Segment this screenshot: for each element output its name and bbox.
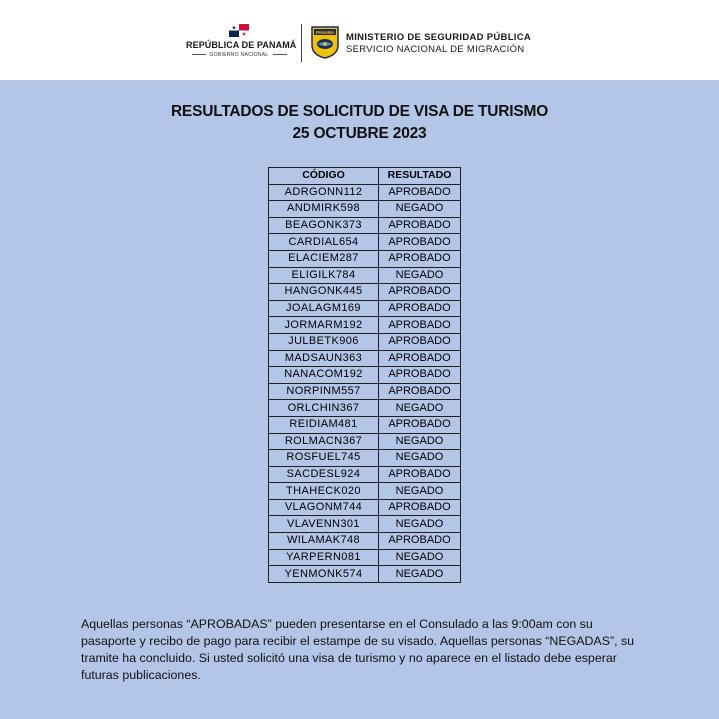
- ministry-name: MINISTERIO DE SEGURIDAD PÚBLICA: [346, 32, 532, 43]
- table-row: [269, 367, 461, 384]
- result-cell: NEGADO: [379, 549, 461, 566]
- migration-seal-icon: [310, 25, 340, 59]
- code-cell: JORMARM192: [269, 317, 379, 334]
- code-cell: JULBETK906: [269, 333, 379, 350]
- table-row: [269, 300, 461, 317]
- table-row: [269, 566, 461, 583]
- result-cell: NEGADO: [379, 433, 461, 450]
- code-cell: VLAVENN301: [269, 516, 379, 533]
- code-cell: SACDESL924: [269, 466, 379, 483]
- result-cell: NEGADO: [379, 450, 461, 467]
- table-row: [269, 201, 461, 218]
- table-row: [269, 234, 461, 251]
- result-cell: APROBADO: [379, 300, 461, 317]
- page-date: 25 OCTUBRE 2023: [292, 125, 427, 142]
- republic-logo: [186, 24, 297, 58]
- code-cell: REIDIAM481: [269, 416, 379, 433]
- table-row: [269, 383, 461, 400]
- code-cell: THAHECK020: [269, 483, 379, 500]
- table-row: [269, 516, 461, 533]
- table-row: [269, 267, 461, 284]
- page-title: RESULTADOS DE SOLICITUD DE VISA DE TURISMO: [170, 103, 549, 120]
- table-row: [269, 350, 461, 367]
- table-row: [269, 533, 461, 550]
- table-row: [269, 450, 461, 467]
- column-header-code: CÓDIGO: [269, 168, 379, 185]
- result-cell: APROBADO: [379, 367, 461, 384]
- table-row: [269, 466, 461, 483]
- code-cell: ORLCHIN367: [269, 400, 379, 417]
- table-row: [269, 400, 461, 417]
- code-cell: VLAGONM744: [269, 499, 379, 516]
- table-row: [269, 184, 461, 201]
- code-cell: ELACIEM287: [269, 250, 379, 267]
- code-cell: YENMONK574: [269, 566, 379, 583]
- result-cell: APROBADO: [379, 184, 461, 201]
- table-row: [269, 483, 461, 500]
- table-row: [269, 217, 461, 234]
- table-row: [269, 433, 461, 450]
- code-cell: NORPINM557: [269, 383, 379, 400]
- code-cell: JOALAGM169: [269, 300, 379, 317]
- ministry-block: [346, 32, 531, 55]
- code-cell: BEAGONK373: [269, 217, 379, 234]
- result-cell: NEGADO: [379, 400, 461, 417]
- result-cell: NEGADO: [379, 483, 461, 500]
- table-row: [269, 250, 461, 267]
- result-cell: APROBADO: [379, 234, 461, 251]
- result-cell: NEGADO: [379, 201, 461, 218]
- code-cell: MADSAUN363: [269, 350, 379, 367]
- result-cell: APROBADO: [379, 217, 461, 234]
- code-cell: HANGONK445: [269, 284, 379, 301]
- seal-text: PANAMA: [315, 30, 335, 35]
- result-cell: APROBADO: [379, 533, 461, 550]
- result-cell: APROBADO: [379, 333, 461, 350]
- result-cell: APROBADO: [379, 317, 461, 334]
- code-cell: ANDMIRK598: [269, 201, 379, 218]
- header-divider: [301, 24, 302, 62]
- result-cell: NEGADO: [379, 566, 461, 583]
- code-cell: YARPERN081: [269, 549, 379, 566]
- table-row: [269, 317, 461, 334]
- footer-note: Aquellas personas “APROBADAS” pueden presentarse en el Consulado a las 9:00am con su pasaporte y recibo de pago para recibir el estampe de su visado. Aquellas personas “NEGADAS”, su tramite ha concluido. Si usted solicitó una visa de turismo y no aparece en el listado debe esperar futuras publicaciones.: [81, 617, 635, 682]
- code-cell: ROLMACN367: [269, 433, 379, 450]
- result-cell: APROBADO: [379, 416, 461, 433]
- result-cell: APROBADO: [379, 250, 461, 267]
- migration-service-name: SERVICIO NACIONAL DE MIGRACIÓN: [346, 44, 525, 55]
- code-cell: ROSFUEL745: [269, 450, 379, 467]
- code-cell: ELIGILK784: [269, 267, 379, 284]
- column-header-result: RESULTADO: [379, 168, 461, 185]
- result-cell: APROBADO: [379, 350, 461, 367]
- table-header-row: [269, 168, 461, 185]
- result-cell: APROBADO: [379, 466, 461, 483]
- result-cell: APROBADO: [379, 499, 461, 516]
- panama-flag-icon: [229, 24, 249, 37]
- result-cell: NEGADO: [379, 516, 461, 533]
- code-cell: CARDIAL654: [269, 234, 379, 251]
- results-table: [268, 167, 461, 583]
- republic-name: REPÚBLICA DE PANAMÁ: [186, 40, 297, 50]
- result-cell: APROBADO: [379, 284, 461, 301]
- table-row: [269, 333, 461, 350]
- result-cell: NEGADO: [379, 267, 461, 284]
- code-cell: ADRGONN112: [269, 184, 379, 201]
- government-subtitle: GOBIERNO NACIONAL: [186, 52, 292, 58]
- table-row: [269, 499, 461, 516]
- table-row: [269, 416, 461, 433]
- table-row: [269, 284, 461, 301]
- header-bar: [0, 0, 719, 80]
- result-cell: APROBADO: [379, 383, 461, 400]
- code-cell: WILAMAK748: [269, 533, 379, 550]
- table-row: [269, 549, 461, 566]
- code-cell: NANACOM192: [269, 367, 379, 384]
